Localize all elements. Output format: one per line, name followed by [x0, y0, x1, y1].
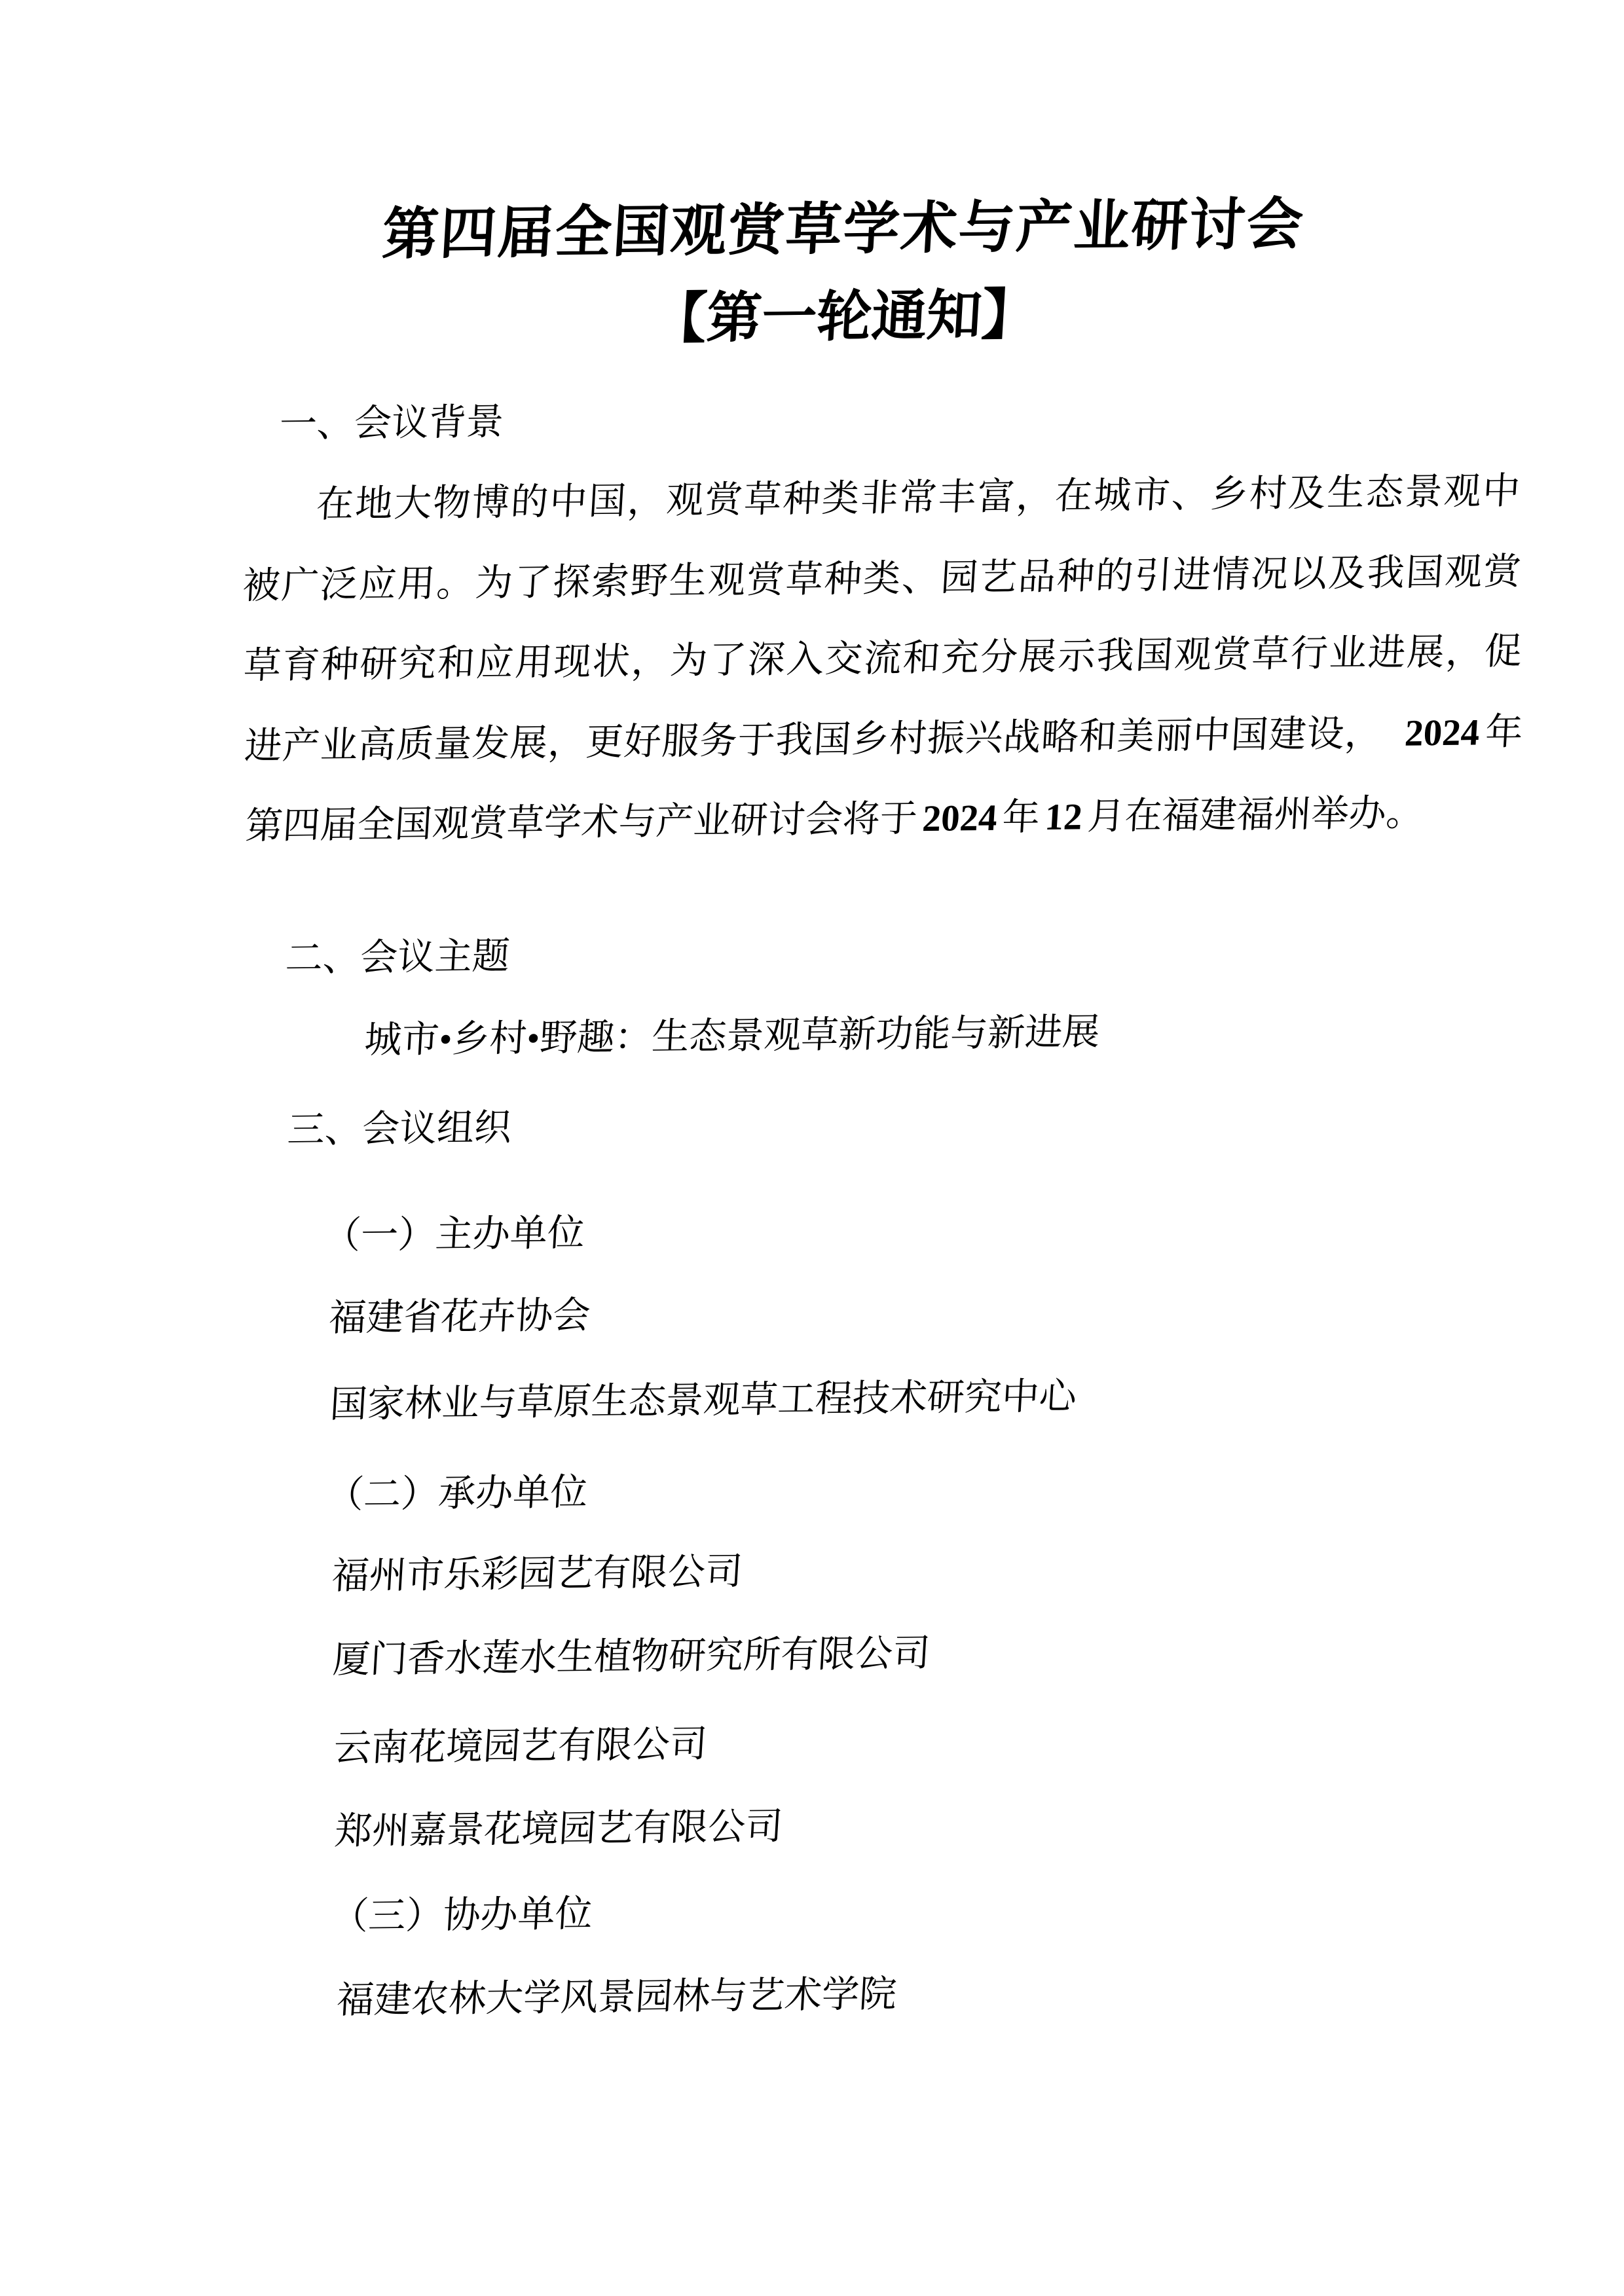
coorganizer-unit-item: 福建农林大学风景园林与艺术学院: [335, 1973, 898, 2022]
text-run: 年: [1001, 796, 1041, 839]
background-paragraph-line-4: [243, 710, 1524, 770]
host-unit-item: 福建省花卉协会: [327, 1294, 592, 1339]
text-run: 在地大物博的中国，观赏草种类非常丰富，在城市、乡村及生态景观中: [315, 470, 1521, 526]
document-subtitle: 【第一轮通知】: [650, 284, 1039, 350]
organizer-unit-item: 郑州嘉景花境园艺有限公司: [333, 1806, 784, 1853]
organizer-unit-item: 厦门香水莲水生植物研究所有限公司: [331, 1632, 932, 1681]
organizer-unit-item: 福州市乐彩园艺有限公司: [330, 1551, 744, 1597]
year-number: 2024: [1403, 712, 1481, 754]
text-run: 草育种研究和应用现状，为了深入交流和充分展示我国观赏草行业进展，促: [242, 630, 1523, 687]
coorganizer-units-label: （三）协办单位: [329, 1893, 594, 1938]
host-units-label: （一）主办单位: [322, 1212, 586, 1257]
text-run: 被广泛应用。为了探索野生观赏草种类、园艺品种的引进情况以及我国观赏: [241, 551, 1522, 607]
section-heading-theme: 二、会议主题: [284, 936, 511, 980]
text-run: 月在福建福州举办。: [1086, 792, 1425, 838]
document-title: 第四届全国观赏草学术与产业研讨会: [380, 192, 1306, 266]
text-run: 第四届全国观赏草学术与产业研讨会将于: [244, 798, 919, 847]
section-heading-organization: 三、会议组织: [286, 1107, 513, 1152]
organizer-unit-item: 云南花境园艺有限公司: [332, 1723, 709, 1770]
organizer-units-label: （二）承办单位: [325, 1471, 589, 1516]
theme-content: 城市•乡村•野趣：生态景观草新功能与新进展: [363, 1011, 1101, 1061]
month-number: 12: [1043, 796, 1084, 838]
text-run: 年: [1483, 711, 1524, 754]
background-paragraph-line-5: [244, 790, 1525, 850]
background-paragraph-line-1: [240, 469, 1521, 529]
background-paragraph-line-2: [242, 550, 1522, 610]
section-heading-background: 一、会议背景: [278, 401, 505, 446]
host-unit-item: 国家林业与草原生态景观草工程技术研究中心: [328, 1376, 1078, 1426]
text-run: 进产业高质量发展，更好服务于我国乡村振兴战略和美丽中国建设，: [243, 713, 1384, 767]
year-number: 2024: [921, 797, 999, 840]
background-paragraph-line-3: [242, 630, 1523, 689]
